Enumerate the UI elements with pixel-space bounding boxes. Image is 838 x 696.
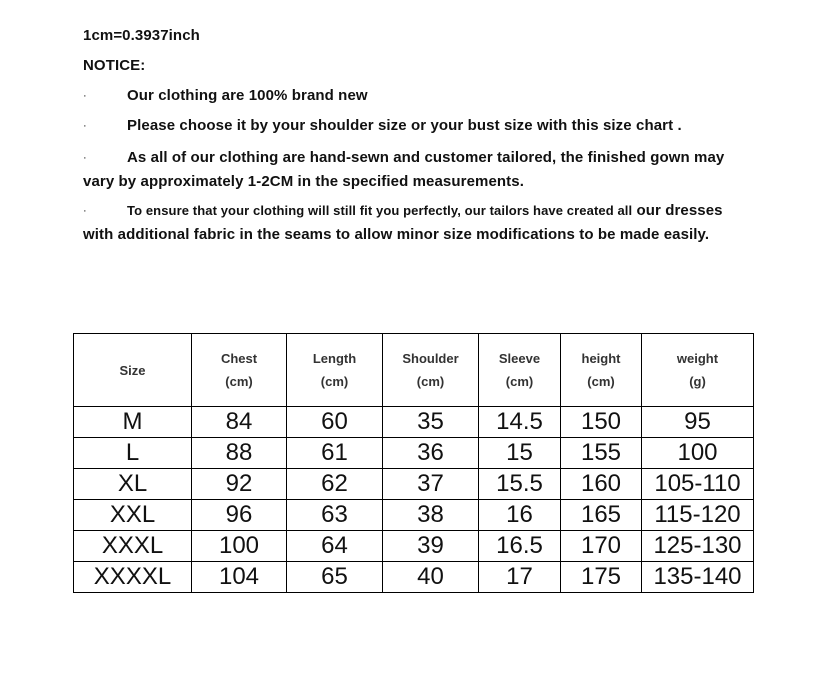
cell-length: 65 (287, 562, 383, 593)
cell-length: 64 (287, 531, 383, 562)
table-row (74, 500, 754, 531)
cell-height: 155 (561, 438, 642, 469)
cell-weight: 135-140 (642, 562, 754, 593)
cell-weight: 100 (642, 438, 754, 469)
cell-size: M (74, 407, 192, 438)
bullet-icon: · (83, 152, 87, 164)
cell-shoulder: 40 (383, 562, 479, 593)
notice-text-4-lead: To ensure that your clothing will still fit you perfectly, our tailors have created all (127, 203, 633, 218)
cell-length: 60 (287, 407, 383, 438)
cell-size: XXL (74, 500, 192, 531)
notice-item-4 (83, 199, 743, 247)
notice-item-2 (83, 116, 743, 146)
cell-chest: 100 (192, 531, 287, 562)
cell-height: 165 (561, 500, 642, 531)
cell-chest: 84 (192, 407, 287, 438)
bullet-icon: · (83, 205, 87, 217)
cell-length: 63 (287, 500, 383, 531)
cell-weight: 95 (642, 407, 754, 438)
table-row (74, 469, 754, 500)
conversion-text: 1cm=0.3937inch (83, 27, 200, 44)
cell-sleeve: 14.5 (479, 407, 561, 438)
header-chest: Chest (cm) (192, 334, 287, 407)
notice-block (83, 26, 743, 252)
size-chart-table (73, 333, 754, 593)
cell-shoulder: 36 (383, 438, 479, 469)
table-row (74, 438, 754, 469)
notice-text-4-rest: our dresses with additional fabric in the seams to allow minor size modifications to be made easily. (83, 202, 723, 243)
cell-shoulder: 35 (383, 407, 479, 438)
cell-shoulder: 38 (383, 500, 479, 531)
header-shoulder: Shoulder (cm) (383, 334, 479, 407)
cell-chest: 92 (192, 469, 287, 500)
bullet-icon: · (83, 90, 87, 102)
cell-weight: 115-120 (642, 500, 754, 531)
notice-label: NOTICE: (83, 57, 146, 74)
cell-sleeve: 16 (479, 500, 561, 531)
cell-length: 62 (287, 469, 383, 500)
cell-height: 150 (561, 407, 642, 438)
table-row (74, 407, 754, 438)
cell-shoulder: 37 (383, 469, 479, 500)
cell-sleeve: 16.5 (479, 531, 561, 562)
notice-text-3: As all of our clothing are hand-sewn and customer tailored, the finished gown may vary by approximately 1-2CM in the specified measurements. (83, 149, 725, 190)
cell-length: 61 (287, 438, 383, 469)
cell-height: 160 (561, 469, 642, 500)
notice-text-1: Our clothing are 100% brand new (127, 87, 368, 104)
cell-size: XL (74, 469, 192, 500)
notice-text-2: Please choose it by your shoulder size or your bust size with this size chart . (127, 117, 682, 134)
cell-height: 170 (561, 531, 642, 562)
table-row (74, 531, 754, 562)
table-header-row (74, 334, 754, 407)
cell-chest: 88 (192, 438, 287, 469)
table-row (74, 562, 754, 593)
bullet-icon: · (83, 120, 87, 132)
header-length: Length (cm) (287, 334, 383, 407)
notice-item-3 (83, 146, 743, 194)
cell-sleeve: 15.5 (479, 469, 561, 500)
header-weight: weight (g) (642, 334, 754, 407)
cell-weight: 125-130 (642, 531, 754, 562)
cell-height: 175 (561, 562, 642, 593)
cell-chest: 104 (192, 562, 287, 593)
cell-weight: 105-110 (642, 469, 754, 500)
cell-size: XXXXL (74, 562, 192, 593)
cell-sleeve: 15 (479, 438, 561, 469)
header-height: height (cm) (561, 334, 642, 407)
cell-sleeve: 17 (479, 562, 561, 593)
cell-shoulder: 39 (383, 531, 479, 562)
cell-size: XXXL (74, 531, 192, 562)
cell-size: L (74, 438, 192, 469)
header-size: Size (74, 334, 192, 407)
cell-chest: 96 (192, 500, 287, 531)
notice-item-1 (83, 86, 743, 116)
header-sleeve: Sleeve (cm) (479, 334, 561, 407)
